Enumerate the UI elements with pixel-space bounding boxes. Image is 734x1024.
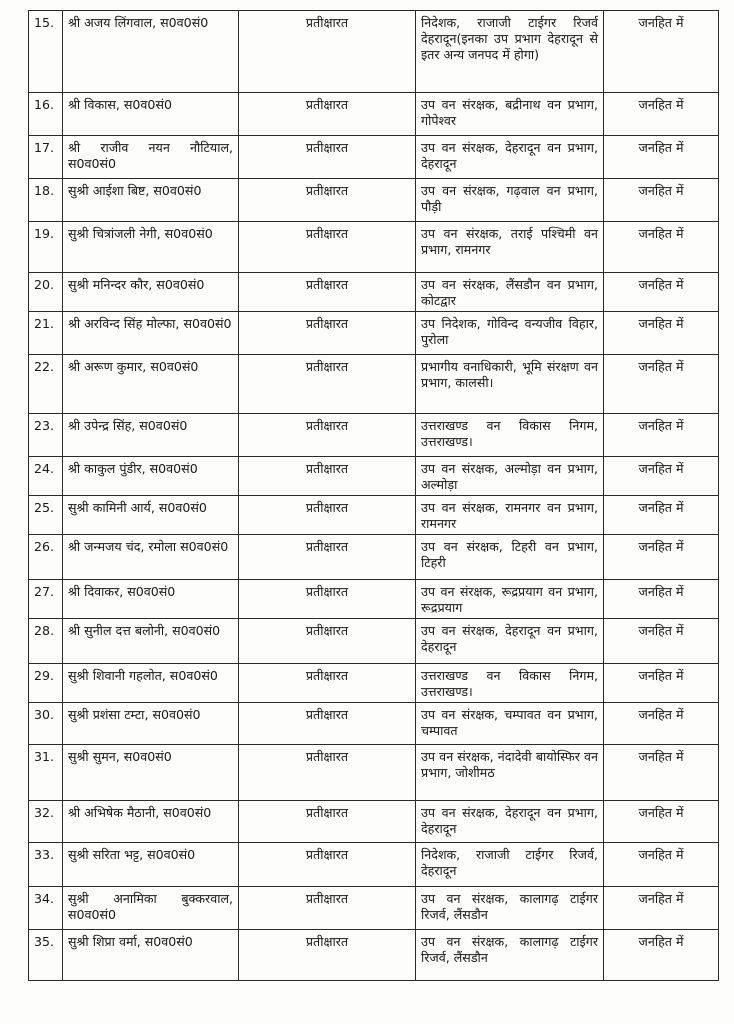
transfer-reason: जनहित में [604,222,719,273]
officer-name: सुश्री प्रशंसा टम्टा, स0व0सं0 [63,703,239,745]
current-status: प्रतीक्षारत [239,496,416,535]
officer-name: श्री जन्मजय चंद, रमोला स0व0सं0 [63,535,239,580]
table-row [29,887,719,930]
officer-name: सुश्री अनामिका बुक्करवाल, स0व0सं0 [63,887,239,930]
transfer-reason: जनहित में [604,179,719,222]
table-row [29,745,719,801]
transfer-reason: जनहित में [604,457,719,496]
serial-number: 32. [29,801,63,843]
transfer-reason: जनहित में [604,619,719,664]
current-status: प्रतीक्षारत [239,930,416,981]
new-posting: उप निदेशक, गोविन्द वन्यजीव विहार, पुरोला [416,312,604,355]
new-posting: उप वन संरक्षक, कालागढ़ टाईगर रिजर्व, लैंसडौन [416,887,604,930]
new-posting: उत्तराखण्ड वन विकास निगम, उत्तराखण्ड। [416,414,604,457]
transfer-reason: जनहित में [604,843,719,887]
transfer-reason: जनहित में [604,136,719,179]
officer-name: श्री उपेन्द्र सिंह, स0व0सं0 [63,414,239,457]
transfer-reason: जनहित में [604,703,719,745]
officer-name: श्री अभिषेक मैठानी, स0व0सं0 [63,801,239,843]
table-row [29,11,719,93]
serial-number: 29. [29,664,63,703]
new-posting: उप वन संरक्षक, नंदादेवी बायोस्फिर वन प्रभाग, जोशीमठ [416,745,604,801]
table-row [29,930,719,981]
new-posting: निदेशक, राजाजी टाईगर रिजर्व देहरादून(इनका उप प्रभाग देहरादून से इतर अन्य जनपद में होगा) [416,11,604,93]
table-row [29,93,719,136]
serial-number: 33. [29,843,63,887]
officer-name: सुश्री सुमन, स0व0सं0 [63,745,239,801]
officer-name: श्री अजय लिंगवाल, स0व0सं0 [63,11,239,93]
table-row [29,619,719,664]
current-status: प्रतीक्षारत [239,222,416,273]
serial-number: 26. [29,535,63,580]
officer-name: सुश्री शिवानी गहलोत, स0व0सं0 [63,664,239,703]
new-posting: उप वन संरक्षक, देहरादून वन प्रभाग, देहरादून [416,801,604,843]
current-status: प्रतीक्षारत [239,457,416,496]
transfer-reason: जनहित में [604,414,719,457]
transfer-reason: जनहित में [604,887,719,930]
current-status: प्रतीक्षारत [239,745,416,801]
new-posting: उप वन संरक्षक, टिहरी वन प्रभाग, टिहरी [416,535,604,580]
new-posting: उप वन संरक्षक, देहरादून वन प्रभाग, देहरादून [416,136,604,179]
transfer-reason: जनहित में [604,273,719,312]
new-posting: उत्तराखण्ड वन विकास निगम, उत्तराखण्ड। [416,664,604,703]
new-posting: उप वन संरक्षक, रूद्रप्रयाग वन प्रभाग, रूद्रप्रयाग [416,580,604,619]
current-status: प्रतीक्षारत [239,664,416,703]
current-status: प्रतीक्षारत [239,273,416,312]
transfer-reason: जनहित में [604,535,719,580]
officer-name: सुश्री कामिनी आर्य, स0व0सं0 [63,496,239,535]
transfer-reason: जनहित में [604,745,719,801]
transfer-reason: जनहित में [604,930,719,981]
transfer-reason: जनहित में [604,312,719,355]
officer-name: श्री अरूण कुमार, स0व0सं0 [63,355,239,414]
transfer-reason: जनहित में [604,496,719,535]
officer-name: सुश्री सरिता भट्ट, स0व0सं0 [63,843,239,887]
table-row [29,457,719,496]
transfer-reason: जनहित में [604,93,719,136]
new-posting: उप वन संरक्षक, अल्मोड़ा वन प्रभाग, अल्मोड़ा [416,457,604,496]
new-posting: उप वन संरक्षक, देहरादून वन प्रभाग, देहरादून [416,619,604,664]
current-status: प्रतीक्षारत [239,136,416,179]
table-row [29,580,719,619]
transfer-reason: जनहित में [604,355,719,414]
table-row [29,312,719,355]
current-status: प्रतीक्षारत [239,619,416,664]
table-row [29,222,719,273]
current-status: प्रतीक्षारत [239,843,416,887]
serial-number: 27. [29,580,63,619]
serial-number: 21. [29,312,63,355]
table-row [29,179,719,222]
transfer-reason: जनहित में [604,801,719,843]
serial-number: 28. [29,619,63,664]
transfer-reason: जनहित में [604,664,719,703]
new-posting: निदेशक, राजाजी टाईगर रिजर्व, देहरादून [416,843,604,887]
officer-name: सुश्री शिप्रा वर्मा, स0व0सं0 [63,930,239,981]
serial-number: 20. [29,273,63,312]
table-row [29,496,719,535]
officer-name: सुश्री मनिन्दर कौर, स0व0सं0 [63,273,239,312]
new-posting: उप वन संरक्षक, गढ़वाल वन प्रभाग, पौड़ी [416,179,604,222]
officer-name: श्री सुनील दत्त बलोनी, स0व0सं0 [63,619,239,664]
new-posting: उप वन संरक्षक, चम्पावत वन प्रभाग, चम्पावत [416,703,604,745]
table-row [29,843,719,887]
transfer-reason: जनहित में [604,580,719,619]
current-status: प्रतीक्षारत [239,580,416,619]
current-status: प्रतीक्षारत [239,703,416,745]
serial-number: 16. [29,93,63,136]
current-status: प्रतीक्षारत [239,535,416,580]
table-row [29,703,719,745]
table-row [29,414,719,457]
officer-name: श्री दिवाकर, स0व0सं0 [63,580,239,619]
officer-name: श्री विकास, स0व0सं0 [63,93,239,136]
table-row [29,355,719,414]
current-status: प्रतीक्षारत [239,887,416,930]
new-posting: उप वन संरक्षक, रामनगर वन प्रभाग, रामनगर [416,496,604,535]
transfer-reason: जनहित में [604,11,719,93]
current-status: प्रतीक्षारत [239,312,416,355]
current-status: प्रतीक्षारत [239,355,416,414]
serial-number: 34. [29,887,63,930]
officer-name: श्री अरविन्द सिंह मोल्फा, स0व0सं0 [63,312,239,355]
officer-name: श्री काकुल पुंडीर, स0व0सं0 [63,457,239,496]
serial-number: 30. [29,703,63,745]
new-posting: उप वन संरक्षक, बद्रीनाथ वन प्रभाग, गोपेश्वर [416,93,604,136]
current-status: प्रतीक्षारत [239,11,416,93]
table-row [29,273,719,312]
serial-number: 31. [29,745,63,801]
serial-number: 24. [29,457,63,496]
new-posting: उप वन संरक्षक, तराई पश्चिमी वन प्रभाग, रामनगर [416,222,604,273]
table-row [29,136,719,179]
new-posting: प्रभागीय वनाधिकारी, भूमि संरक्षण वन प्रभाग, कालसी। [416,355,604,414]
officer-name: सुश्री आईशा बिष्ट, स0व0सं0 [63,179,239,222]
transfer-table-body [29,11,719,981]
current-status: प्रतीक्षारत [239,414,416,457]
new-posting: उप वन संरक्षक, कालागढ़ टाईगर रिजर्व, लैंसडौन [416,930,604,981]
current-status: प्रतीक्षारत [239,93,416,136]
new-posting: उप वन संरक्षक, लैंसडौन वन प्रभाग, कोटद्वार [416,273,604,312]
officer-name: सुश्री चित्रांजली नेगी, स0व0सं0 [63,222,239,273]
serial-number: 22. [29,355,63,414]
serial-number: 35. [29,930,63,981]
transfer-table [28,10,719,981]
serial-number: 23. [29,414,63,457]
serial-number: 17. [29,136,63,179]
table-row [29,801,719,843]
table-row [29,664,719,703]
current-status: प्रतीक्षारत [239,179,416,222]
serial-number: 15. [29,11,63,93]
serial-number: 19. [29,222,63,273]
table-row [29,535,719,580]
current-status: प्रतीक्षारत [239,801,416,843]
officer-name: श्री राजीव नयन नौटियाल, स0व0सं0 [63,136,239,179]
serial-number: 18. [29,179,63,222]
serial-number: 25. [29,496,63,535]
